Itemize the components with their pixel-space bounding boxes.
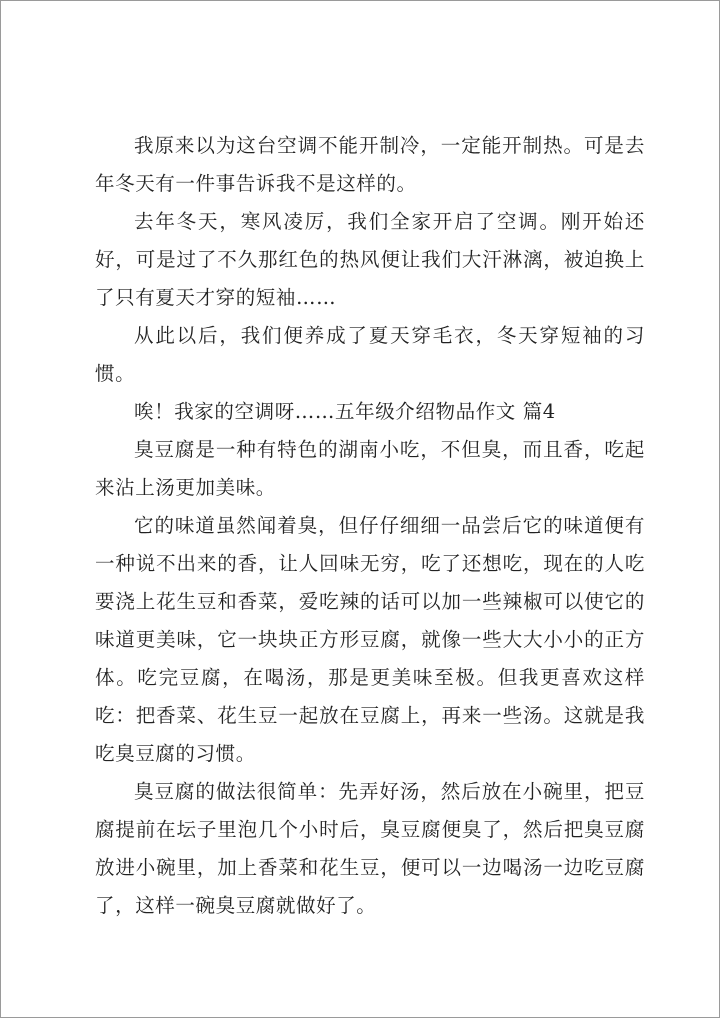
paragraph-aircon-intro: 我原来以为这台空调不能开制冷，一定能开制热。可是去年冬天有一件事告诉我不是这样的。 [95,134,645,195]
paragraph-tofu-recipe: 臭豆腐的做法很简单：先弄好汤，然后放在小碗里，把豆腐提前在坛子里泡几个小时后，臭豆腐便臭了，然后把臭豆腐放进小碗里，加上香菜和花生豆，便可以一边喝汤一边吃豆腐了，这样一碗臭豆腐就做好了。 [95,780,645,917]
paragraph-tofu-intro: 臭豆腐是一种有特色的湖南小吃，不但臭，而且香，吃起来沾上汤更加美味。 [95,438,645,499]
essay-section-heading: 唉！我家的空调呀……五年级介绍物品作文 篇4 [134,400,556,423]
paragraph-aircon-winter: 去年冬天，寒风凌厉，我们全家开启了空调。刚开始还好，可是过了不久那红色的热风便让我们大汗淋漓，被迫换上了只有夏天才穿的短袖…… [95,210,645,309]
document-body [95,127,645,925]
paragraph-tofu-taste: 它的味道虽然闻着臭，但仔仔细细一品尝后它的味道便有一种说不出来的香，让人回味无穷，吃了还想吃，现在的人吃要浇上花生豆和香菜，爱吃辣的话可以加一些辣椒可以使它的味道更美味，它一块块正方形豆腐，就像一些大大小小的正方体。吃完豆腐，在喝汤，那是更美味至极。但我更喜欢这样吃：把香菜、花生豆一起放在豆腐上，再来一些汤。这就是我吃臭豆腐的习惯。 [95,514,645,765]
paragraph-aircon-habit: 从此以后，我们便养成了夏天穿毛衣，冬天穿短袖的习惯。 [95,324,645,385]
